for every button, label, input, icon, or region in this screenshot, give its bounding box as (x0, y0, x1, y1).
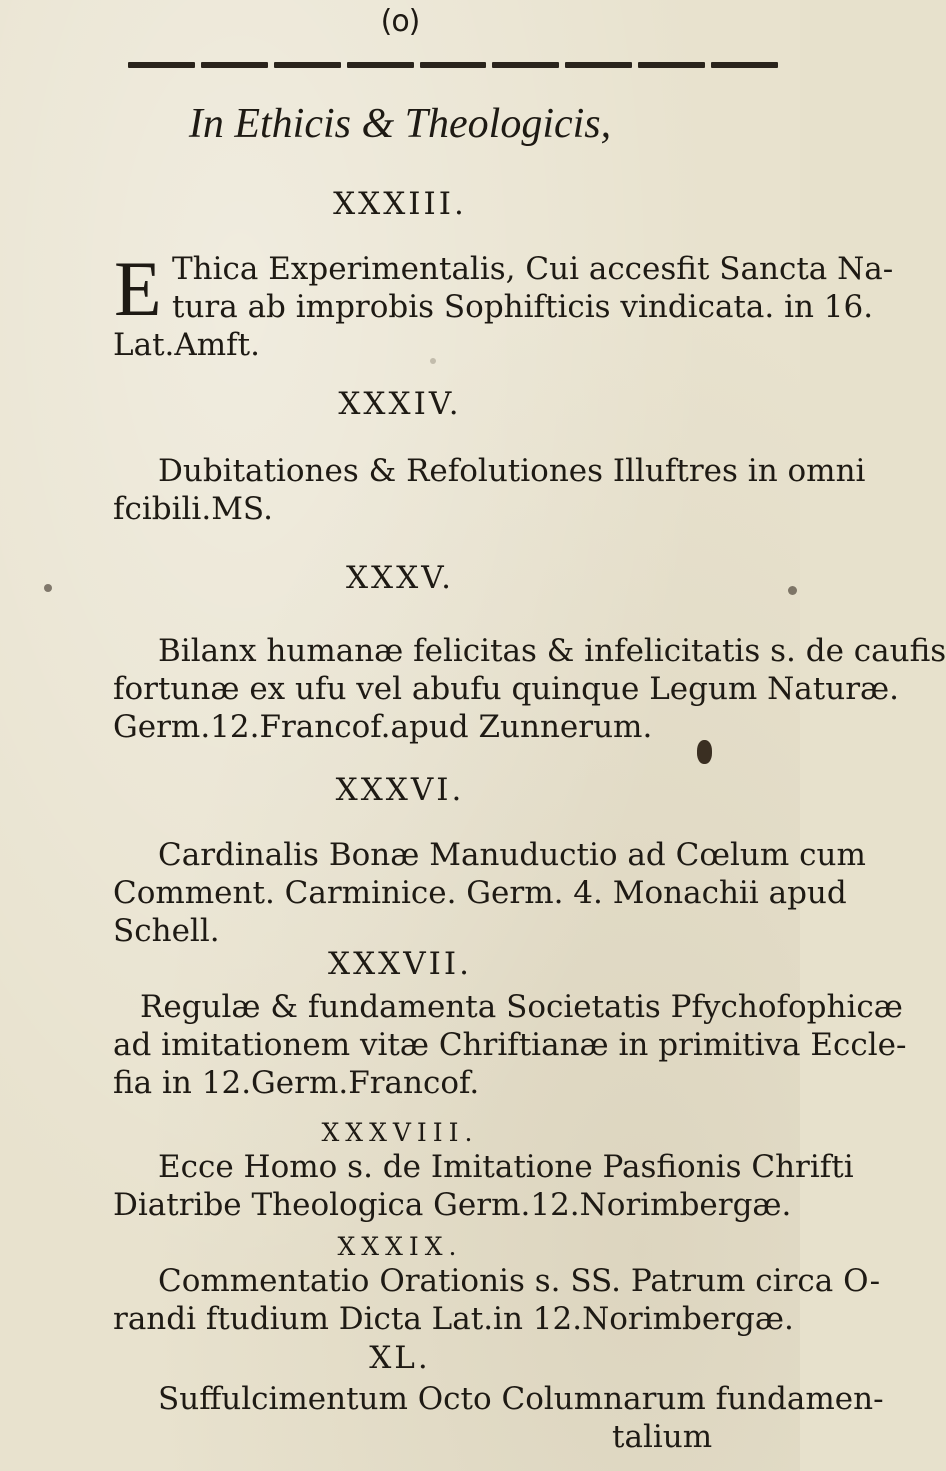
entry-40-line-2: talium (612, 1419, 713, 1455)
entry-numeral-35: XXXV. (345, 560, 455, 596)
entry-38-line-1: Ecce Homo s. de Imitatione Pasfionis Chrifti (158, 1149, 854, 1185)
entry-39-line-1: Commentatio Orationis s. SS. Patrum circa O- (158, 1263, 881, 1299)
entry-38-line-2: Diatribe Theologica Germ.12.Norimbergæ. (113, 1187, 792, 1223)
header-rule (128, 62, 778, 68)
section-heading: In Ethicis & Theologicis, (188, 101, 612, 147)
entry-39-line-2: randi ftudium Dicta Lat.in 12.Norimbergæ. (113, 1301, 794, 1337)
entry-numeral-37: XXXVII. (328, 946, 472, 982)
entry-35-line-2: fortunæ ex ufu vel abufu quinque Legum Naturæ. (113, 671, 900, 707)
entry-40-line-1: Suffulcimentum Octo Columnarum fundamen- (158, 1381, 884, 1417)
entry-33-line-2: tura ab improbis Sophifticis vindicata. in 16. (172, 289, 874, 325)
drop-cap: E (114, 245, 162, 332)
entry-36-line-1: Cardinalis Bonæ Manuductio ad Cœlum cum (158, 837, 866, 873)
entry-numeral-36: XXXVI. (335, 772, 465, 808)
paper-speck (788, 586, 797, 595)
entry-37-line-2: ad imitationem vitæ Chriftianæ in primitiva Eccle- (113, 1027, 907, 1063)
entry-36-line-3: Schell. (113, 913, 220, 949)
entry-33-line-1: Thica Experimentalis, Cui accesfit Sancta Na- (172, 251, 894, 287)
entry-35-line-1: Bilanx humanæ felicitas & infelicitatis s. de caufis (158, 633, 946, 669)
ink-blot (697, 740, 712, 764)
entry-numeral-39: XXXIX. (337, 1232, 463, 1261)
entry-35-line-3: Germ.12.Francof.apud Zunnerum. (113, 709, 653, 745)
paper-speck (430, 358, 436, 364)
entry-numeral-38: XXXVIII. (321, 1118, 479, 1147)
entry-numeral-34: XXXIV. (338, 386, 462, 422)
entry-37-line-1: Regulæ & fundamenta Societatis Pfychofophicæ (140, 989, 903, 1025)
entry-37-line-3: fia in 12.Germ.Francof. (113, 1065, 480, 1101)
entry-33-line-3: Lat.Amft. (113, 327, 260, 363)
paper-speck (44, 584, 52, 592)
entry-numeral-40: XL. (369, 1340, 431, 1376)
entry-36-line-2: Comment. Carminice. Germ. 4. Monachii apud (113, 875, 847, 911)
entry-numeral-33: XXXIII. (333, 186, 467, 222)
entry-34-line-1: Dubitationes & Refolutiones Illuftres in omni (158, 453, 866, 489)
entry-34-line-2: fcibili.MS. (113, 491, 273, 527)
page-number: (o) (380, 4, 420, 39)
